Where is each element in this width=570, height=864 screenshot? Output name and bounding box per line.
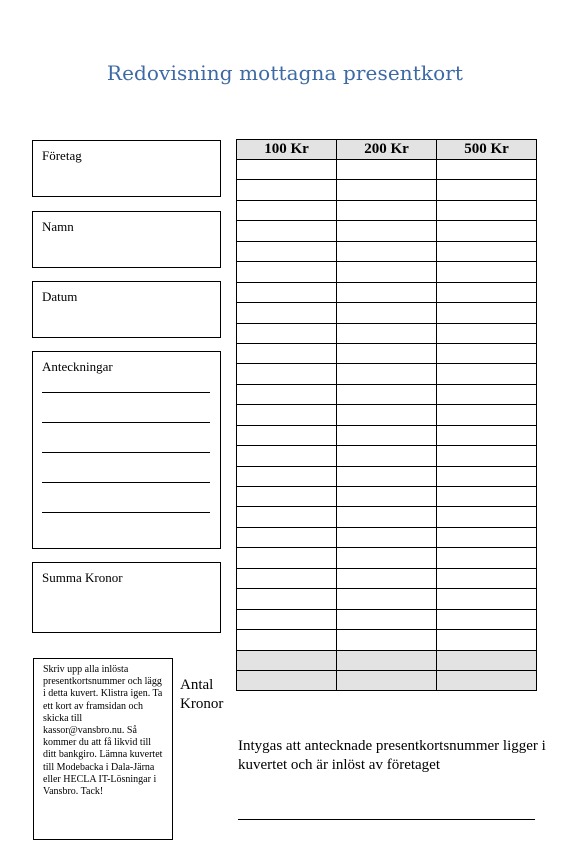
card-number-cell[interactable] (437, 384, 537, 404)
card-number-cell[interactable] (437, 548, 537, 568)
card-number-cell[interactable] (337, 405, 437, 425)
card-number-cell[interactable] (437, 507, 537, 527)
card-number-cell[interactable] (437, 303, 537, 323)
total-cell[interactable] (437, 650, 537, 670)
notes-line (42, 422, 210, 423)
table-row (237, 446, 537, 466)
totals-row (237, 670, 537, 690)
table-row (237, 384, 537, 404)
card-number-cell[interactable] (237, 527, 337, 547)
instructions-box: Skriv upp alla inlösta presentkortsnummer och lägg i detta kuvert. Klistra igen. Ta ett kort av framsidan och skicka till kassor@vansbro.nu. Så kommer du att få likvid till ditt bankgiro. Lämna kuvertet till Modebacka i Dala-Järna eller HECLA IT-Lösningar i Vansbro. Tack! (33, 658, 173, 840)
card-number-cell[interactable] (337, 200, 437, 220)
card-number-cell[interactable] (337, 262, 437, 282)
sum-field[interactable] (32, 562, 221, 633)
card-number-cell[interactable] (237, 323, 337, 343)
table-row (237, 282, 537, 302)
total-cell[interactable] (237, 670, 337, 690)
column-header-200: 200 Kr (337, 140, 437, 160)
card-number-cell[interactable] (237, 241, 337, 261)
card-number-cell[interactable] (237, 384, 337, 404)
card-number-cell[interactable] (337, 323, 437, 343)
card-number-cell[interactable] (337, 241, 437, 261)
notes-line (42, 392, 210, 393)
company-field[interactable] (32, 140, 221, 197)
card-number-cell[interactable] (437, 568, 537, 588)
card-number-cell[interactable] (437, 425, 537, 445)
table-row (237, 200, 537, 220)
card-number-cell[interactable] (237, 405, 337, 425)
card-number-cell[interactable] (337, 384, 437, 404)
count-label: Antal (180, 677, 214, 693)
card-number-cell[interactable] (237, 609, 337, 629)
card-number-cell[interactable] (337, 160, 437, 180)
totals-row (237, 650, 537, 670)
card-number-cell[interactable] (237, 303, 337, 323)
card-number-cell[interactable] (237, 282, 337, 302)
card-number-cell[interactable] (237, 160, 337, 180)
card-number-cell[interactable] (337, 589, 437, 609)
card-number-cell[interactable] (337, 568, 437, 588)
card-number-cell[interactable] (337, 507, 437, 527)
table-header-row (237, 140, 537, 160)
card-number-cell[interactable] (237, 364, 337, 384)
card-number-cell[interactable] (437, 364, 537, 384)
page-title: Redovisning mottagna presentkort (106, 61, 464, 85)
table-row (237, 343, 537, 363)
card-number-cell[interactable] (237, 568, 337, 588)
card-number-cell[interactable] (437, 241, 537, 261)
card-number-cell[interactable] (337, 343, 437, 363)
table-row (237, 180, 537, 200)
table-row (237, 241, 537, 261)
card-number-cell[interactable] (437, 160, 537, 180)
table-row (237, 548, 537, 568)
notes-label: Anteckningar (42, 359, 113, 374)
card-number-cell[interactable] (337, 221, 437, 241)
table-row (237, 609, 537, 629)
signature-line[interactable] (238, 819, 535, 820)
card-number-cell[interactable] (437, 262, 537, 282)
name-label: Namn (42, 219, 74, 234)
table-row (237, 527, 537, 547)
attestation-text: Intygas att antecknade presentkortsnummer ligger i kuvertet och är inlöst av företaget (238, 738, 546, 773)
card-number-cell[interactable] (337, 425, 437, 445)
card-number-cell[interactable] (437, 487, 537, 507)
table-row (237, 589, 537, 609)
notes-field[interactable] (32, 351, 221, 549)
card-number-cell[interactable] (437, 221, 537, 241)
notes-line (42, 482, 210, 483)
date-label: Datum (42, 289, 78, 304)
notes-line (42, 452, 210, 453)
name-field[interactable] (32, 211, 221, 268)
card-number-cell[interactable] (237, 200, 337, 220)
card-number-cell[interactable] (437, 405, 537, 425)
table-row (237, 221, 537, 241)
column-header-500: 500 Kr (437, 140, 537, 160)
giftcard-table (236, 139, 537, 691)
card-number-cell[interactable] (437, 200, 537, 220)
card-number-cell[interactable] (337, 303, 437, 323)
card-number-cell[interactable] (337, 487, 437, 507)
card-number-cell[interactable] (337, 446, 437, 466)
card-number-cell[interactable] (337, 364, 437, 384)
card-number-cell[interactable] (437, 466, 537, 486)
table-body (237, 160, 537, 691)
table-row (237, 405, 537, 425)
card-number-cell[interactable] (437, 343, 537, 363)
card-number-cell[interactable] (237, 589, 337, 609)
card-number-cell[interactable] (337, 282, 437, 302)
card-number-cell[interactable] (337, 609, 437, 629)
table-row (237, 568, 537, 588)
table-row (237, 630, 537, 650)
column-header-100: 100 Kr (237, 140, 337, 160)
card-number-cell[interactable] (337, 630, 437, 650)
table-row (237, 262, 537, 282)
card-number-cell[interactable] (237, 180, 337, 200)
table-row (237, 466, 537, 486)
card-number-cell[interactable] (237, 630, 337, 650)
table-row (237, 425, 537, 445)
card-number-cell[interactable] (237, 262, 337, 282)
table-row (237, 303, 537, 323)
company-label: Företag (42, 148, 82, 163)
card-number-cell[interactable] (237, 487, 337, 507)
notes-line (42, 512, 210, 513)
sum-label: Summa Kronor (42, 570, 123, 585)
card-number-cell[interactable] (237, 221, 337, 241)
card-number-cell[interactable] (237, 343, 337, 363)
card-number-cell[interactable] (437, 323, 537, 343)
card-number-cell[interactable] (437, 527, 537, 547)
date-field[interactable] (32, 281, 221, 338)
table-row (237, 507, 537, 527)
card-number-cell[interactable] (337, 180, 437, 200)
notes-lines (42, 392, 212, 542)
card-number-cell[interactable] (337, 466, 437, 486)
card-number-cell[interactable] (237, 466, 337, 486)
total-cell[interactable] (237, 650, 337, 670)
card-number-cell[interactable] (437, 609, 537, 629)
card-number-cell[interactable] (337, 548, 437, 568)
total-cell[interactable] (437, 670, 537, 690)
card-number-cell[interactable] (237, 446, 337, 466)
card-number-cell[interactable] (437, 446, 537, 466)
card-number-cell[interactable] (237, 548, 337, 568)
totals-label (180, 676, 223, 714)
table-row (237, 487, 537, 507)
kronor-label: Kronor (180, 696, 224, 712)
total-cell[interactable] (337, 650, 437, 670)
table-row (237, 160, 537, 180)
card-number-cell[interactable] (437, 282, 537, 302)
card-number-cell[interactable] (437, 589, 537, 609)
card-number-cell[interactable] (237, 425, 337, 445)
card-number-cell[interactable] (337, 527, 437, 547)
card-number-cell[interactable] (437, 630, 537, 650)
table-row (237, 364, 537, 384)
table-row (237, 323, 537, 343)
total-cell[interactable] (337, 670, 437, 690)
card-number-cell[interactable] (437, 180, 537, 200)
card-number-cell[interactable] (237, 507, 337, 527)
